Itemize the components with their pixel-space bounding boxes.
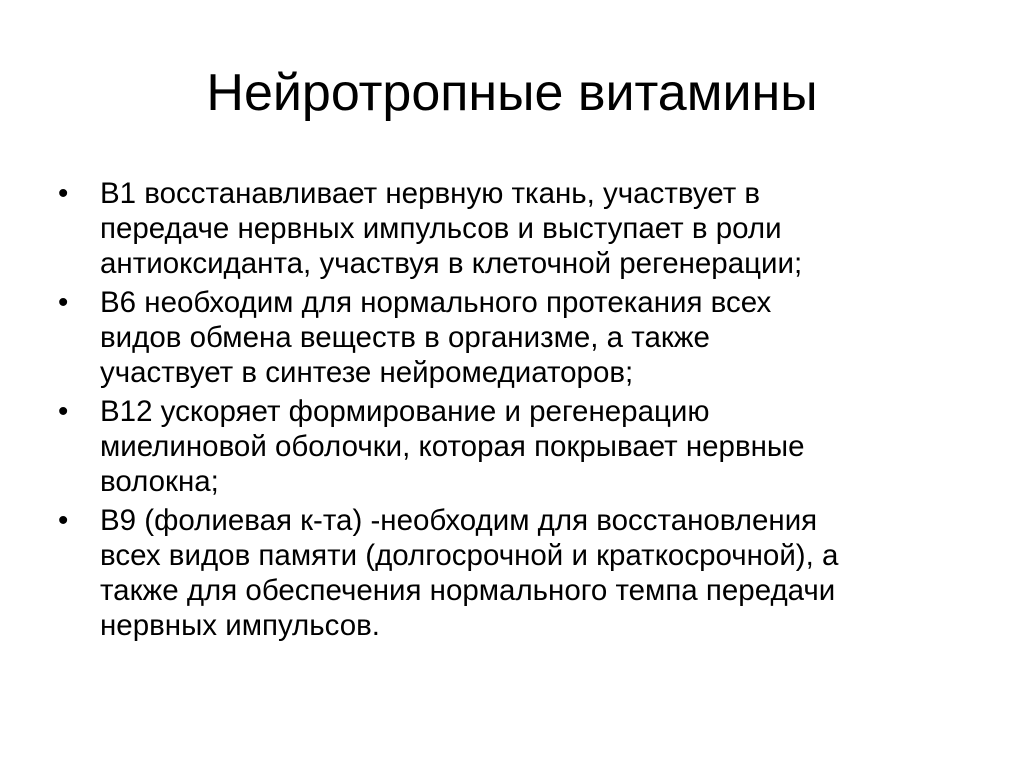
bullet-text-line: B12 ускоряет формирование и регенерацию xyxy=(100,395,710,428)
slide-title: Нейротропные витамины xyxy=(206,64,818,122)
bullet-item-b6 xyxy=(58,285,978,390)
bullet-text-line: антиоксиданта, участвуя в клеточной регенерации; xyxy=(100,247,803,280)
bullet-text-line: волокна; xyxy=(100,465,219,498)
bullet-text-line: миелиновой оболочки, которая покрывает нервные xyxy=(100,430,805,463)
bullet-icon: • xyxy=(58,286,69,319)
bullet-text-line: всех видов памяти (долгосрочной и краткосрочной), а xyxy=(100,539,839,572)
bullet-text-line: нервных импульсов. xyxy=(100,609,380,642)
bullet-text-line: участвует в синтезе нейромедиаторов; xyxy=(100,356,634,389)
bullet-text-line: B1 восстанавливает нервную ткань, участвует в xyxy=(100,177,761,210)
bullet-icon: • xyxy=(58,395,69,428)
bullet-text-line: видов обмена веществ в организме, а также xyxy=(100,321,710,354)
bullet-text-line: также для обеспечения нормального темпа передачи xyxy=(100,574,836,607)
bullet-icon: • xyxy=(58,177,69,210)
bullet-icon: • xyxy=(58,504,69,537)
bullet-text-line: B9 (фолиевая к-та) -необходим для восстановления xyxy=(100,504,818,537)
bullet-item-b9 xyxy=(58,503,978,643)
bullet-text-line: передаче нервных импульсов и выступает в роли xyxy=(100,212,782,245)
bullet-item-b1 xyxy=(58,176,978,281)
bullet-list xyxy=(58,176,978,647)
bullet-item-b12 xyxy=(58,394,978,499)
bullet-text-line: B6 необходим для нормального протекания всех xyxy=(100,286,772,319)
